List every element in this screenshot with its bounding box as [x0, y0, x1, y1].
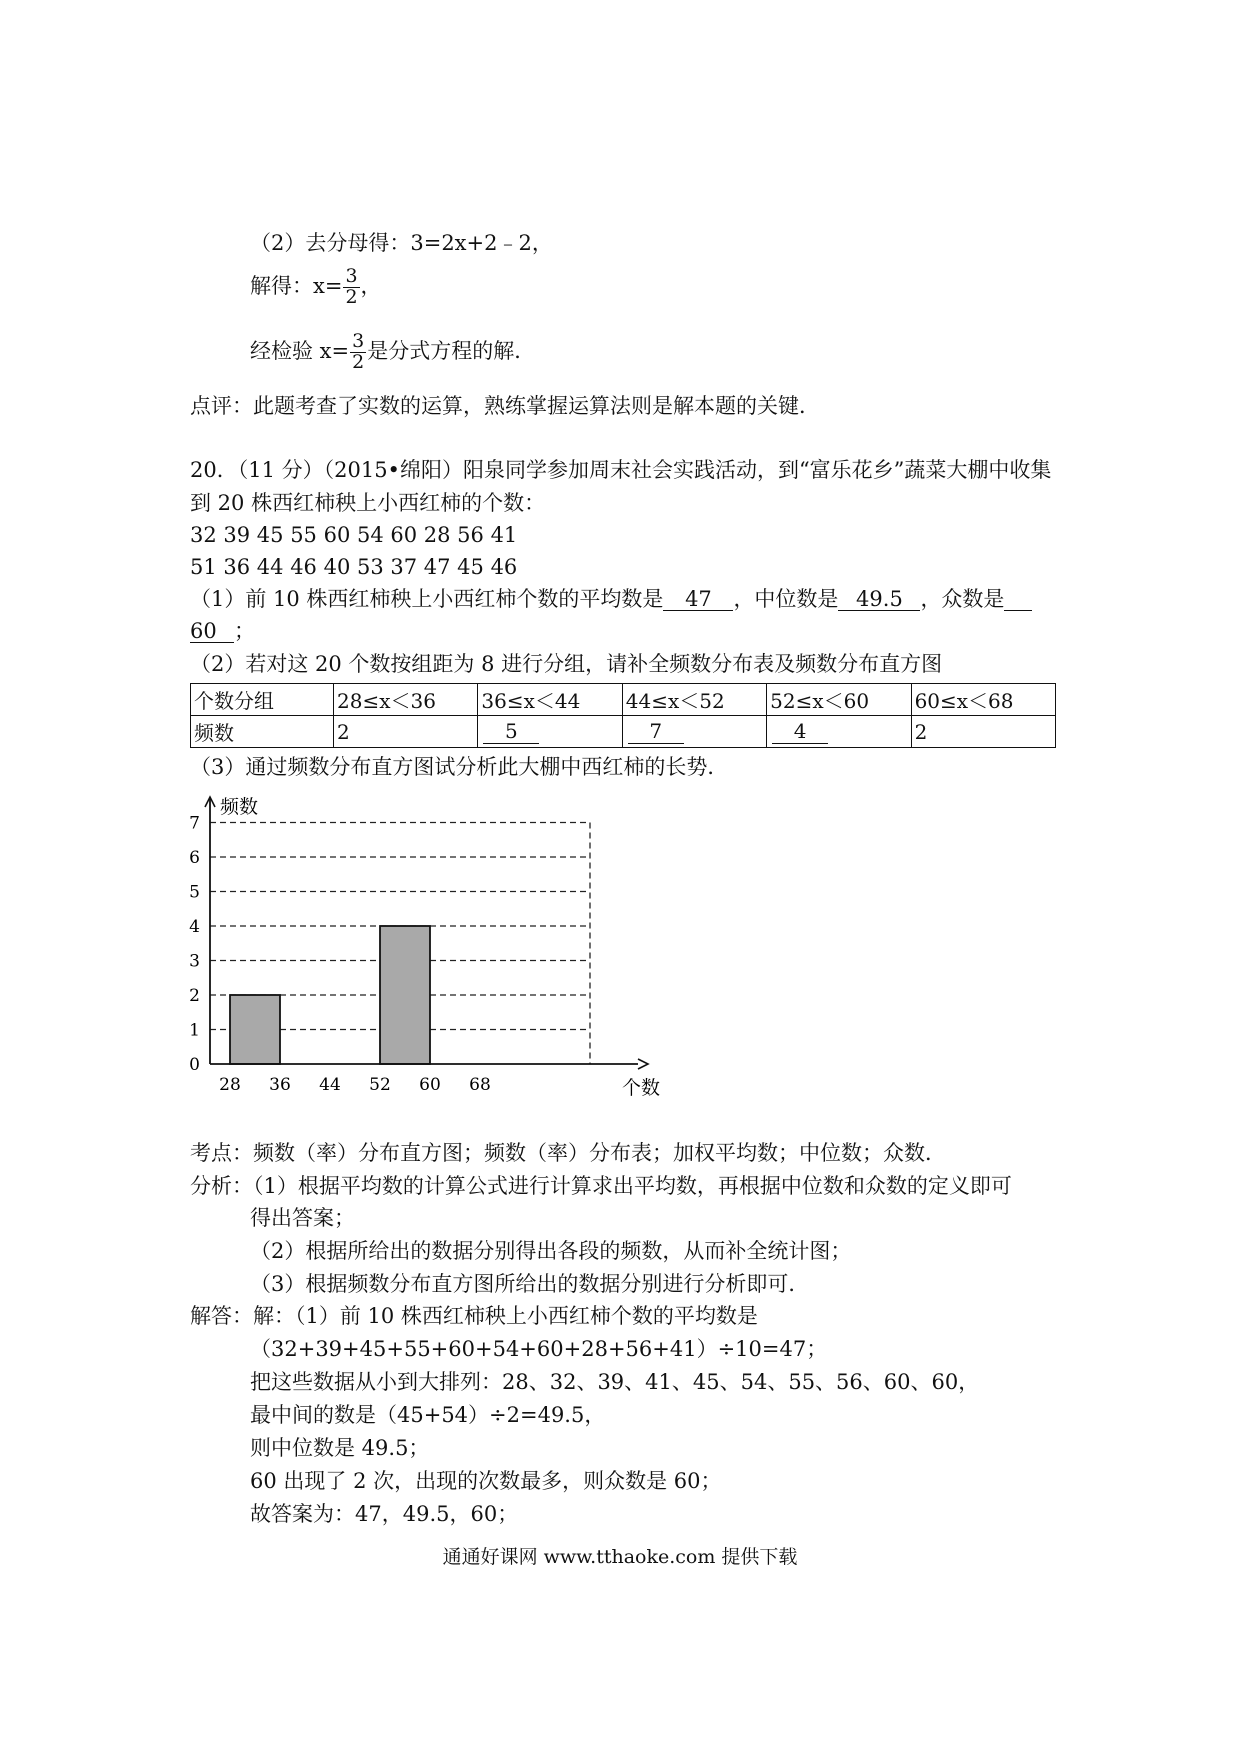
kaodian-line: 考点：频数（率）分布直方图；频数（率）分布表；加权平均数；中位数；众数． — [190, 1141, 946, 1165]
table-cell — [767, 716, 911, 748]
q1-end: ； — [234, 619, 255, 643]
fenxi-line1b: 得出答案； — [250, 1206, 355, 1230]
jieda-line5: 则中位数是 49.5； — [250, 1436, 430, 1460]
comment-line: 点评：此题考查了实数的运算，熟练掌握运算法则是解本题的关键． — [190, 394, 820, 418]
fenxi-line3: （3）根据频数分布直方图所给出的数据分别进行分析即可． — [250, 1272, 810, 1296]
table-cell: 60≤x＜68 — [911, 684, 1055, 716]
y-tick-label: 7 — [189, 813, 200, 834]
histogram-chart — [180, 785, 660, 1100]
y-tick-label: 6 — [189, 848, 200, 868]
table-cell: 2 — [911, 716, 1055, 748]
question-1-cont — [190, 621, 255, 643]
x-tick-label: 36 — [269, 1075, 291, 1095]
x-tick-label: 60 — [419, 1075, 441, 1095]
histogram-bar — [380, 926, 430, 1064]
problem-intro-line2: 到 20 株西红柿秧上小西红柿的个数： — [190, 491, 546, 515]
q1-text-a: （1）前 10 株西红柿秧上小西红柿个数的平均数是 — [190, 587, 664, 611]
histogram-bar — [230, 995, 280, 1064]
data-row-2: 51 36 44 46 40 53 37 47 45 46 — [190, 555, 518, 579]
fenxi-line2: （2）根据所给出的数据分别得出各段的频数，从而补全统计图； — [250, 1239, 852, 1263]
y-axis-label: 频数 — [220, 796, 259, 818]
y-tick-label: 0 — [189, 1055, 200, 1075]
fenxi-line1: 分析：（1）根据平均数的计算公式进行计算求出平均数，再根据中位数和众数的定义即可 — [190, 1174, 1012, 1198]
fraction — [350, 332, 366, 373]
q1-text-b: ，中位数是 — [733, 587, 839, 611]
answer-median: 49.5 — [838, 589, 920, 611]
answer-underline-blank — [1004, 589, 1032, 611]
jieda-line2: （32+39+45+55+60+54+60+28+56+41）÷10=47； — [250, 1337, 828, 1361]
table-cell — [622, 716, 766, 748]
table-cell: 36≤x＜44 — [478, 684, 622, 716]
answer-mean: 47 — [663, 589, 733, 611]
jieda-line1: 解答：解：（1）前 10 株西红柿秧上小西红柿个数的平均数是 — [190, 1304, 758, 1328]
y-tick-label: 3 — [189, 951, 200, 972]
solve-prefix: 解得：x= — [250, 273, 343, 298]
solution-step-solve — [250, 267, 382, 308]
filled-answer: 5 — [483, 719, 539, 744]
y-tick-label: 5 — [189, 882, 200, 903]
answer-mode: 60 — [190, 621, 234, 643]
jieda-line3: 把这些数据从小到大排列：28、32、39、41、45、54、55、56、60、60， — [250, 1370, 980, 1394]
q1-text-c: ，众数是 — [920, 587, 1005, 611]
filled-answer: 7 — [628, 719, 684, 744]
verify-prefix: 经检验 x= — [250, 338, 350, 363]
fraction-numerator: 3 — [345, 265, 358, 287]
table-cell: 44≤x＜52 — [622, 684, 766, 716]
filled-answer: 4 — [772, 719, 828, 744]
table-cell: 28≤x＜36 — [334, 684, 478, 716]
y-tick-label: 4 — [189, 917, 200, 937]
x-tick-label: 44 — [319, 1075, 341, 1095]
table-row-freqs — [191, 716, 1056, 748]
y-tick-label: 2 — [189, 986, 200, 1006]
x-tick-label: 28 — [219, 1075, 241, 1095]
table-row-groups — [191, 684, 1056, 716]
jieda-line7: 故答案为：47，49.5，60； — [250, 1502, 519, 1526]
table-cell: 52≤x＜60 — [767, 684, 911, 716]
fraction — [343, 267, 359, 308]
x-tick-label: 52 — [369, 1075, 391, 1095]
problem-intro-line1: 20．（11 分）（2015•绵阳）阳泉同学参加周末社会实践活动，到“富乐花乡”蔬菜大棚中收集 — [190, 458, 1052, 482]
table-cell: 2 — [334, 716, 478, 748]
y-tick-label: 1 — [189, 1020, 200, 1041]
solution-step-verify — [250, 332, 535, 373]
x-axis-label: 个数 — [622, 1077, 660, 1099]
jieda-line6: 60 出现了 2 次，出现的次数最多，则众数是 60； — [250, 1469, 722, 1493]
fraction-numerator: 3 — [352, 330, 365, 352]
page-footer: 通通好课网 www.tthaoke.com 提供下载 — [442, 1546, 798, 1568]
jieda-line4: 最中间的数是（45+54）÷2=49.5， — [250, 1403, 606, 1427]
fraction-denominator: 2 — [345, 285, 358, 308]
solve-suffix: ， — [360, 273, 382, 298]
verify-suffix: 是分式方程的解． — [367, 338, 536, 363]
table-header-cell: 频数 — [191, 716, 334, 748]
question-3: （3）通过频数分布直方图试分析此大棚中西红柿的长势． — [190, 755, 729, 779]
x-axis-arrow — [638, 1059, 648, 1069]
table-header-cell: 个数分组 — [191, 684, 334, 716]
fraction-denominator: 2 — [352, 350, 365, 373]
table-cell — [478, 716, 622, 748]
solution-step-denominator: （2）去分母得：3=2x+2﹣2， — [250, 231, 553, 255]
frequency-table — [190, 683, 1056, 748]
x-tick-label: 68 — [469, 1075, 491, 1095]
data-row-1: 32 39 45 55 60 54 60 28 56 41 — [190, 523, 518, 547]
question-2: （2）若对这 20 个数按组距为 8 进行分组，请补全频数分布表及频数分布直方图 — [190, 652, 943, 676]
question-1 — [190, 589, 1032, 611]
